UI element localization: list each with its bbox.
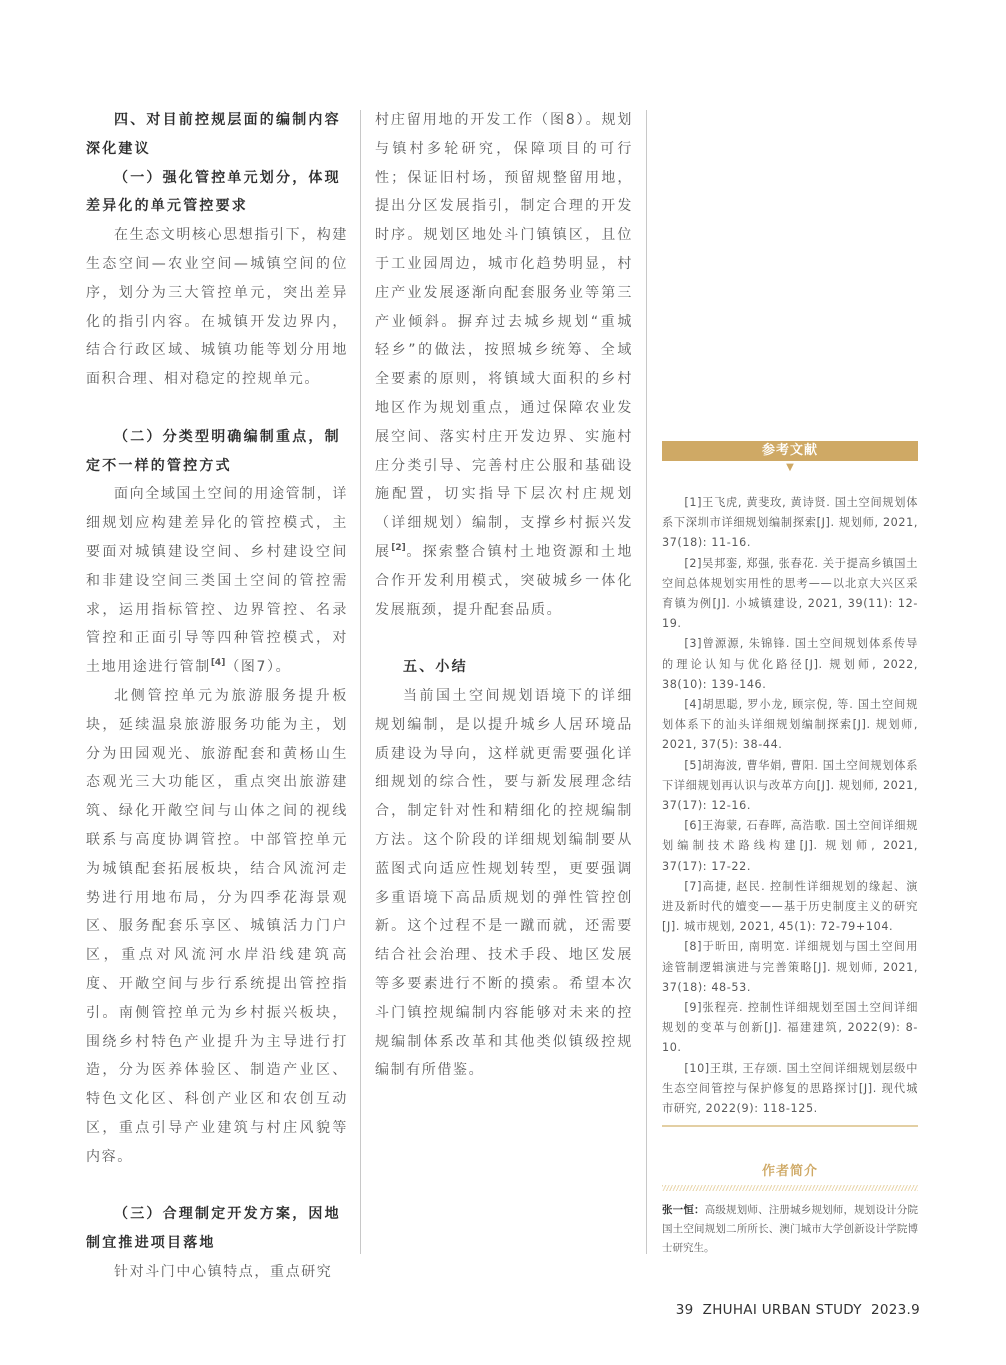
reference-list	[662, 493, 918, 1119]
reference-item: [8]于昕田, 南明宽. 详细规划与国土空间用途管制逻辑演进与完善策略[J]. 规划师, 2021, 37(18): 48-53.	[662, 940, 918, 994]
author-name: 张一恒：	[662, 1204, 705, 1216]
section-heading-4: 四、对目前控规层面的编制内容深化建议	[86, 112, 341, 157]
paragraph: 在生态文明核心思想指引下，构建生态空间—农业空间—城镇空间的位序，划分为三大管控单元，突出差异化的指引内容。在城镇开发边界内，结合行政区域、城镇功能等划分用地面积合理、相对稳定的控规单元。	[86, 227, 348, 388]
paragraph	[375, 106, 633, 624]
column-divider	[646, 110, 647, 1254]
reference-item: [7]高捷, 赵民. 控制性详细规划的缘起、演进及新时代的嬗变——基于历史制度主义的研究[J]. 城市规划, 2021, 45(1): 72-79+104.	[662, 879, 918, 934]
paragraph	[86, 480, 348, 682]
paragraph: 北侧管控单元为旅游服务提升板块，延续温泉旅游服务功能为主，划分为田园观光、旅游配套和黄杨山生态观光三大功能区，重点突出旅游建筑、绿化开敞空间与山体之间的视线联系与高度协调管控。中部管控单元为城镇配套拓展板块，结合风流河走势进行用地布局，分为四季花海景观区、服务配套乐享区、城镇活力门户区，重点对风流河水岸沿线建筑高度、开敞空间与步行系统提出管控指引。南侧管控单元为乡村振兴板块，围绕乡村特色产业提升为主导进行打造，分为医养体验区、制造产业区、特色文化区、科创产业区和农创互动区，重点引导产业建筑与村庄风貌等内容。	[86, 687, 348, 1165]
references-title: 参考文献	[662, 441, 918, 461]
journal-name: ZHUHAI URBAN STUDY	[702, 1302, 862, 1318]
paragraph: 针对斗门中心镇特点，重点研究	[114, 1263, 333, 1280]
section-heading-5: 五、小结	[403, 659, 468, 676]
subsection-heading-3: （三）合理制定开发方案，因地制宜推进项目落地	[86, 1206, 341, 1252]
page-number: 39	[675, 1302, 694, 1318]
author-intro-title: 作者简介	[761, 1164, 818, 1179]
reference-item: [2]吴邦銮, 郑强, 张春花. 关于提高乡镇国土空间总体规划实用性的思考——以北京大兴区采育镇为例[J]. 小城镇建设, 2021, 39(11): 12-19.	[662, 556, 918, 631]
subsection-heading-2: （二）分类型明确编制重点，制定不一样的管控方式	[86, 428, 341, 474]
author-description: 高级规划师、注册城乡规划师，规划设计分院国土空间规划二所所长、澳门城市大学创新设计学院博士研究生。	[662, 1204, 919, 1254]
page-footer	[676, 1302, 920, 1318]
reference-item: [9]张程亮. 控制性详细规划至国土空间详细规划的变革与创新[J]. 福建建筑, 2022(9): 8-10.	[662, 1001, 918, 1055]
paragraph-text: 村庄留用地的开发工作（图8）。规划与镇村多轮研究，保障项目的可行性；保证旧村场，预留规整留用地，提出分区发展指引，制定合理的开发时序。规划区地处斗门镇镇区，且位于工业园周边，城市化趋势明显，村庄产业发展逐渐向配套服务业等第三产业倾斜。摒弃过去城乡规划“重城轻乡”的做法，按照城乡统筹、全域全要素的原则，将镇域大面积的乡村地区作为规划重点，通过保障农业发展空间、落实村庄开发边界、实施村庄分类引导、完善村庄公服和基础设施配置，切实指导下层次村庄规划（详细规划）编制，支撑乡村振兴发展	[375, 112, 633, 560]
references-section	[662, 441, 918, 1127]
subsection-heading-1: （一）强化管控单元划分，体现差异化的单元管控要求	[86, 169, 341, 215]
paragraph-text: 面向全域国土空间的用途管制，详细规划应构建差异化的管控模式，主要面对城镇建设空间、乡村建设空间和非建设空间三类国土空间的管控需求，运用指标管控、边界管控、名录管控和正面引导等四种管控模式，对土地用途进行管制	[86, 486, 348, 676]
article-column-1	[86, 106, 348, 1287]
citation[interactable]: [2]	[391, 542, 406, 553]
paragraph-text: （图7）。	[225, 659, 292, 676]
column-divider	[360, 110, 361, 1254]
triangle-down-icon: ▼	[786, 462, 794, 473]
author-bio	[662, 1201, 918, 1258]
reference-item: [5]胡海波, 曹华娟, 曹阳. 国土空间规划体系下详细规划再认识与改革方向[J]. 规划师, 2021, 37(17): 12-16.	[662, 758, 918, 813]
issue-number: 2023.9	[870, 1302, 920, 1318]
reference-item: [3]曾源源, 朱锦锋. 国土空间规划体系传导的理论认知与优化路径[J]. 规划师, 2022, 38(10): 139-146.	[662, 637, 918, 691]
citation[interactable]: [4]	[210, 658, 226, 669]
references-rule	[662, 1125, 918, 1127]
paragraph-text: 。探索整合镇村土地资源和土地合作开发利用模式，突破城乡一体化发展瓶颈，提升配套品质。	[375, 543, 633, 618]
article-column-2	[375, 106, 633, 1085]
reference-item: [10]王琪, 王存颂. 国土空间详细规划层级中生态空间管控与保护修复的思路探讨[J]. 现代城市研究, 2022(9): 118-125.	[662, 1061, 918, 1116]
hatched-divider	[662, 1185, 918, 1191]
reference-item: [6]王海蒙, 石春晖, 高浩歌. 国土空间详细规划编制技术路线构建[J]. 规划师, 2021, 37(17): 17-22.	[662, 819, 918, 873]
reference-item: [1]王飞虎, 黄斐玫, 黄诗贤. 国土空间规划体系下深圳市详细规划编制探索[J]. 规划师, 2021, 37(18): 11-16.	[662, 496, 918, 550]
reference-item: [4]胡思聪, 罗小龙, 顾宗倪, 等. 国土空间规划体系下的汕头详细规划编制探索[J]. 规划师, 2021, 37(5): 38-44.	[662, 698, 918, 752]
paragraph: 当前国土空间规划语境下的详细规划编制，是以提升城乡人居环境品质建设为导向，这样就更需要强化详细规划的综合性，要与新发展理念结合，制定针对性和精细化的控规编制方法。这个阶段的详细规划编制要从蓝图式向适应性规划转型，更要强调多重语境下高品质规划的弹性管控创新。这个过程不是一蹴而就，还需要结合社会治理、技术手段、地区发展等多要素进行不断的摸索。希望本次斗门镇控规编制内容能够对未来的控规编制体系改革和其他类似镇级控规编制有所借鉴。	[375, 687, 633, 1079]
